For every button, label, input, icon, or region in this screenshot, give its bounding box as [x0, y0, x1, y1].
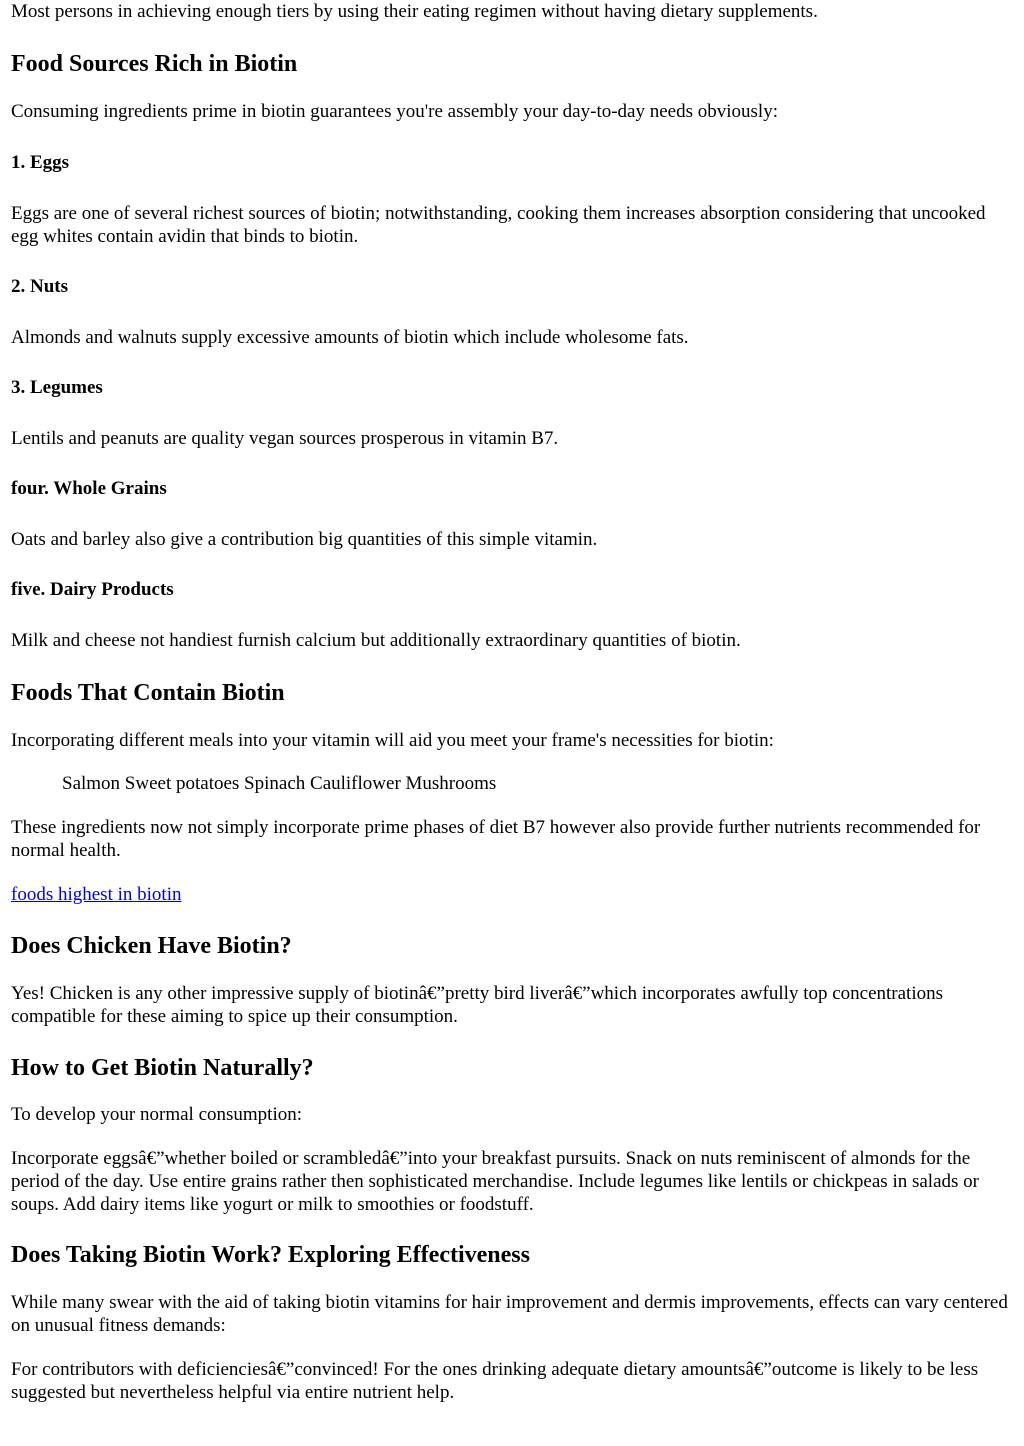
section-heading-chicken: Does Chicken Have Biotin? — [11, 933, 292, 959]
foods-list: Salmon Sweet potatoes Spinach Cauliflower Mushrooms — [62, 773, 497, 794]
intro-paragraph: Most persons in achieving enough tiers by using their eating regimen without having dietary supplements. — [11, 1, 818, 22]
item-text-whole-grains: Oats and barley also give a contribution big quantities of this simple vitamin. — [11, 529, 598, 550]
section-heading-foods-contain: Foods That Contain Biotin — [11, 680, 285, 706]
effectiveness-text: For contributors with deficienciesâ€”convinced! For the ones drinking adequate dietary amountsâ€”outcome is likely to be less suggested but nevertheless helpful via entire nutrient help. — [11, 1359, 979, 1403]
item-title-whole-grains: four. Whole Grains — [11, 478, 167, 499]
item-title-dairy: five. Dairy Products — [11, 579, 174, 600]
naturally-text: Incorporate eggsâ€”whether boiled or scrambledâ€”into your breakfast pursuits. Snack on nuts reminiscent of almonds for the period of the day. Use entire grains rather then sophisticated merchandise. Include legumes like lentils or chickpeas in salads or soups. Add dairy items like yogurt or milk to smoothies or foodstuff. — [11, 1148, 979, 1215]
item-title-eggs: 1. Eggs — [11, 152, 70, 173]
item-text-nuts: Almonds and walnuts supply excessive amounts of biotin which include wholesome fats. — [11, 327, 689, 348]
effectiveness-lead: While many swear with the aid of taking biotin vitamins for hair improvement and dermis improvements, effects can vary centered on unusual fitness demands: — [11, 1292, 1008, 1336]
section-heading-naturally: How to Get Biotin Naturally? — [11, 1055, 314, 1081]
item-text-legumes: Lentils and peanuts are quality vegan sources prosperous in vitamin B7. — [11, 428, 559, 449]
link-paragraph — [11, 883, 1011, 906]
section-heading-food-sources: Food Sources Rich in Biotin — [11, 51, 298, 77]
item-text-eggs: Eggs are one of several richest sources of biotin; notwithstanding, cooking them increases absorption considering that uncooked egg whites contain avidin that binds to biotin. — [11, 203, 986, 247]
foods-contain-follow: These ingredients now not simply incorporate prime phases of diet B7 however also provide further nutrients recommended for normal health. — [11, 817, 981, 861]
item-text-dairy: Milk and cheese not handiest furnish calcium but additionally extraordinary quantities of biotin. — [11, 630, 741, 651]
foods-contain-lead: Incorporating different meals into your vitamin will aid you meet your frame's necessities for biotin: — [11, 730, 774, 751]
item-title-nuts: 2. Nuts — [11, 276, 69, 297]
naturally-lead: To develop your normal consumption: — [11, 1104, 303, 1125]
section-heading-effectiveness: Does Taking Biotin Work? Exploring Effectiveness — [11, 1242, 530, 1268]
food-sources-lead: Consuming ingredients prime in biotin guarantees you're assembly your day-to-day needs obviously: — [11, 101, 778, 122]
foods-highest-link[interactable]: foods highest in biotin — [11, 884, 182, 905]
item-title-legumes: 3. Legumes — [11, 377, 103, 398]
chicken-text: Yes! Chicken is any other impressive supply of biotinâ€”pretty bird liverâ€”which incorporates awfully top concentrations compatible for these aiming to spice up their consumption. — [11, 983, 944, 1027]
